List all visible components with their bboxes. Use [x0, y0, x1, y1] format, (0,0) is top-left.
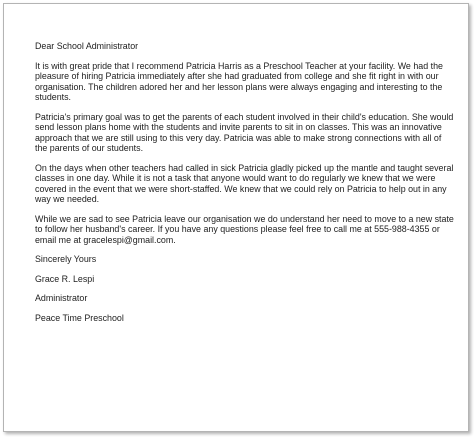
signer-title: Administrator [35, 293, 88, 303]
letter-salutation: Dear School Administrator [35, 41, 139, 51]
letter-paragraph-1: It is with great pride that I recommend Patricia Harris as a Preschool Teacher at your facility. We had the pleasure of hiring Patricia immediately after she had graduated from college and she fit right in with our organisation. The children adored her and her lesson plans were always engaging and interesting to the students. [35, 60, 443, 102]
letter-paragraph-3: On the days when other teachers had called in sick Patricia gladly picked up the mantle and taught several classes in one day. While it is not a task that anyone would want to do regularly we knew that we were covered in the event that we were short-staffed. We knew that we could rely on Patricia to help out in any way we needed. [35, 162, 454, 204]
signer-name: Grace R. Lespi [35, 273, 95, 284]
letter-body [35, 41, 455, 332]
letter-paragraph-4: While we are sad to see Patricia leave our organisation we do understand her need to move to a new state to follow her husband's career. If you have any questions please feel free to call me at 555-988-4355 or email me at gracelespi@gmail.com. [35, 213, 454, 245]
letter-paragraph-2: Patricia's primary goal was to get the parents of each student involved in their child's education. She would send lesson plans home with the students and invite parents to sit in on classes. This was an innovative approach that we are still using to this very day. Patricia was able to make strong connections with all of the parents of our students. [35, 111, 454, 153]
letter-closing: Sincerely Yours [35, 254, 97, 264]
signer-organization: Peace Time Preschool [35, 312, 124, 323]
letter-page [3, 3, 469, 432]
